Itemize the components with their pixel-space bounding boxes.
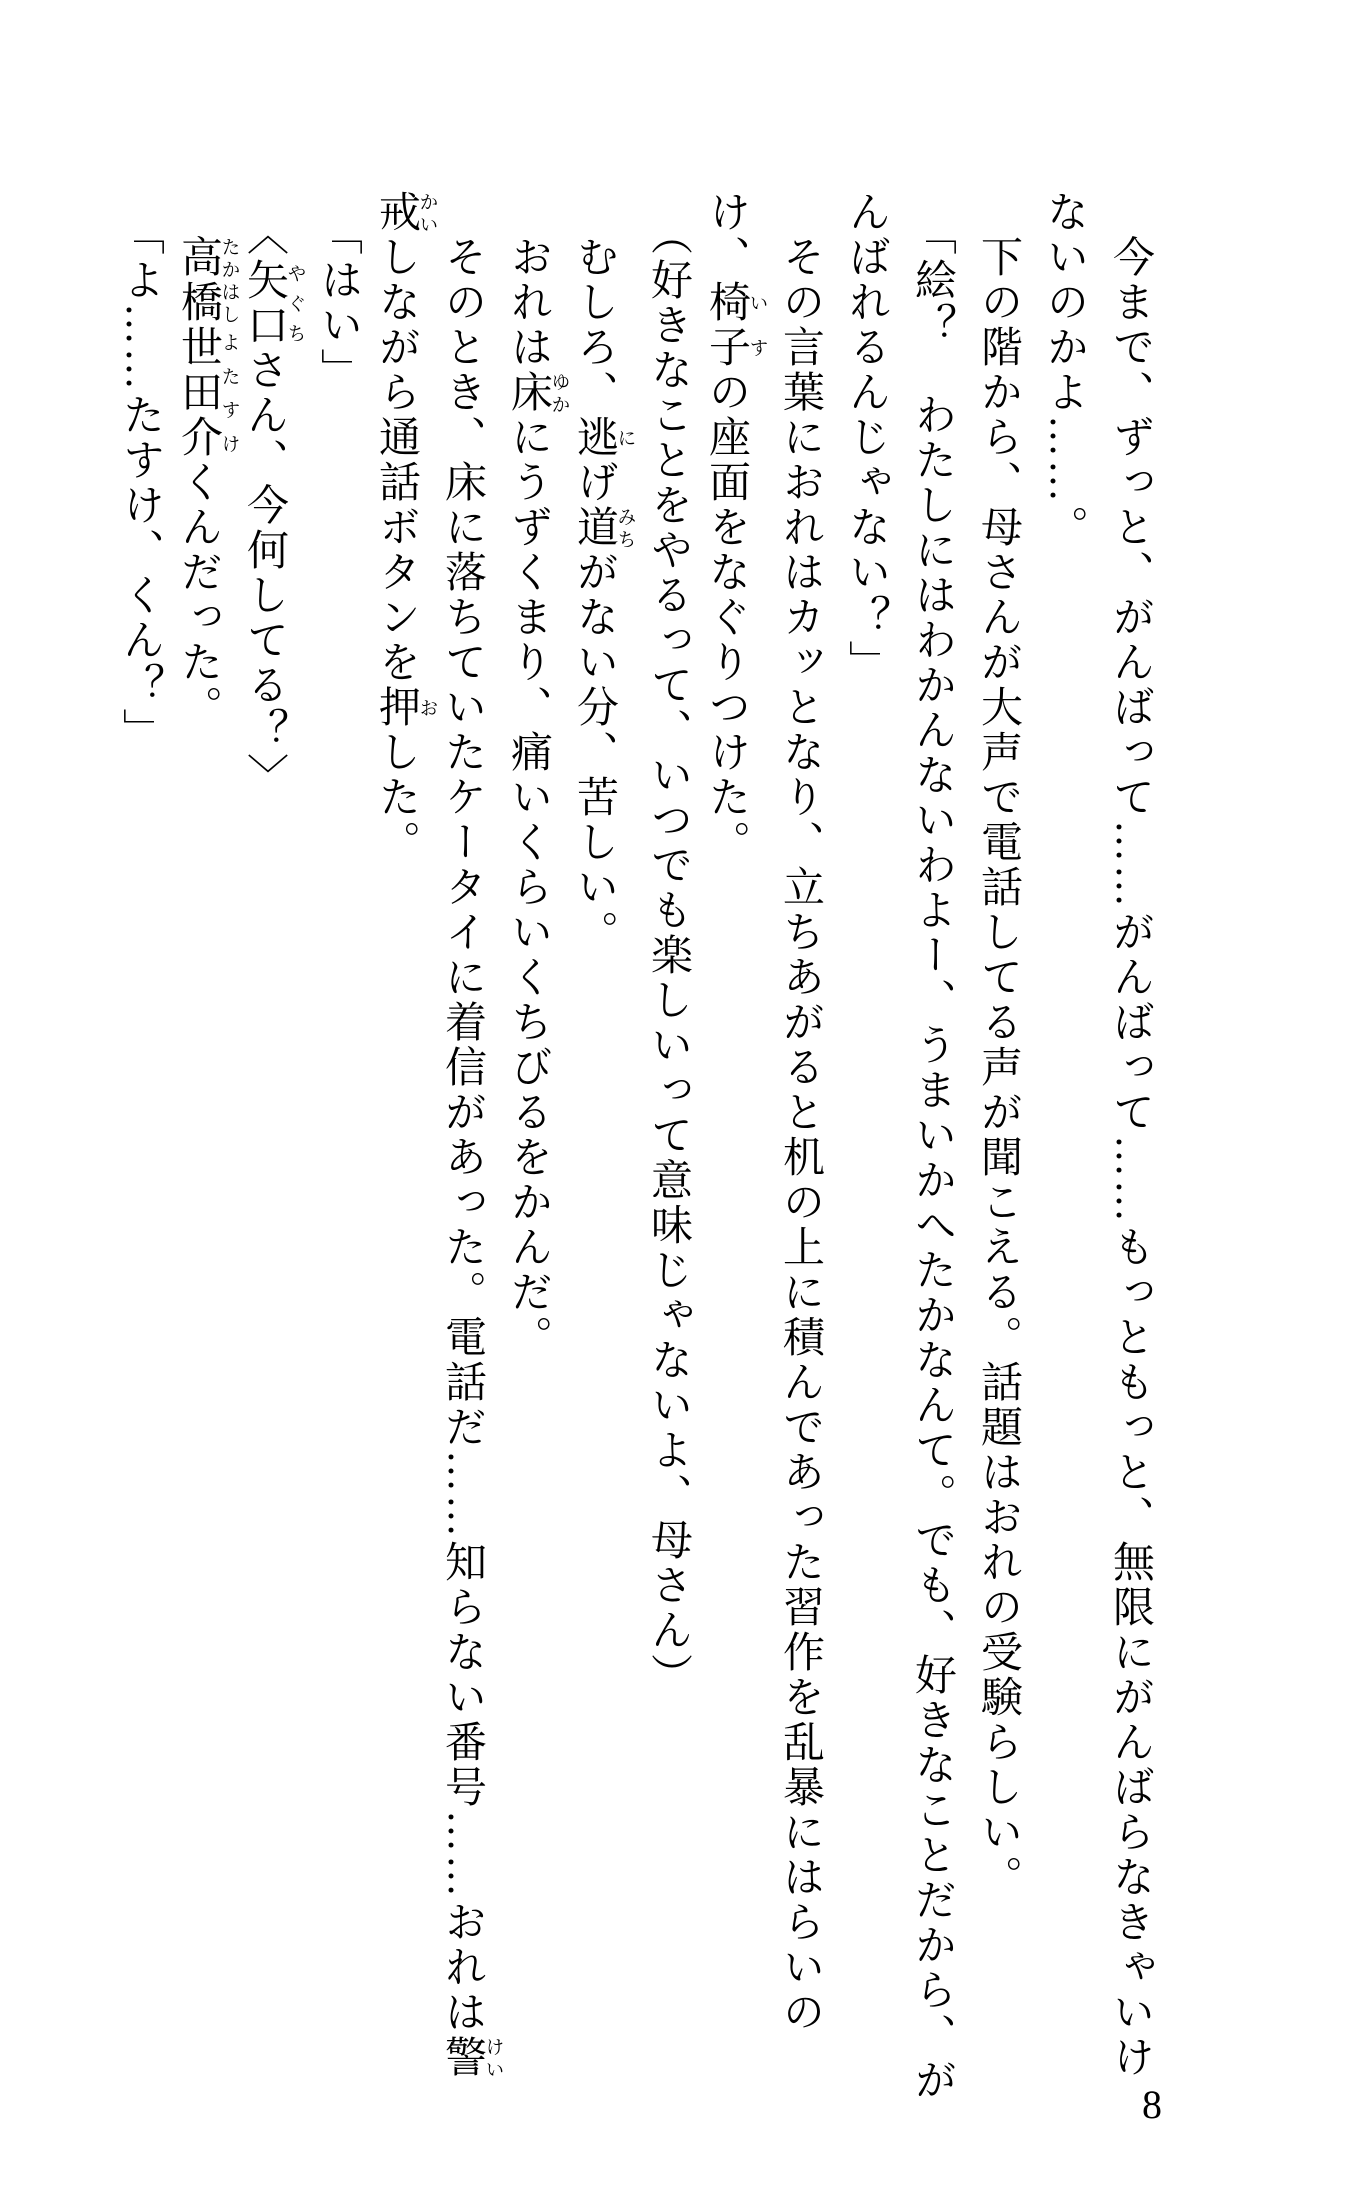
text-column: 「絵？ わたしにはわかんないわよー、うまいかへたかなんて。でも、好きなことだから、が <box>909 212 955 2103</box>
text-column: 戒かいしながら通話ボタンを押おした。 <box>373 190 438 865</box>
text-column: け、椅子いすの座面をなぐりつけた。 <box>703 190 768 865</box>
text-column: 下の階から、母さんが大声で電話してる声が聞こえる。話題はおれの受験らしい。 <box>975 235 1021 1900</box>
text-column: 今まで、ずっと、がんばって……がんばって……もっともっと、無限にがんばらなきゃいけ <box>1107 235 1153 2080</box>
text-column: むしろ、逃にげ道みちがない分、苦しい。 <box>571 235 636 955</box>
text-column: その言葉におれはカッとなり、立ちあがると机の上に積んであった習作を乱暴にはらいの <box>777 235 823 2035</box>
text-column: ないのかよ……。 <box>1041 190 1087 550</box>
text-column: 〈矢口やぐちさん、今何してる？〉 <box>241 212 306 798</box>
text-column: おれは床ゆかにうずくまり、痛いくらいくちびるをかんだ。 <box>505 235 570 1360</box>
page-number: 8 <box>1142 2082 1162 2127</box>
text-column: 「はい」 <box>315 212 361 393</box>
text-column: 高橋たかはし世田介よたすけくんだった。 <box>175 235 240 730</box>
text-column: （好きなことをやるって、いつでも楽しいって意味じゃないよ、母さん） <box>645 212 691 1698</box>
text-column: そのとき、床に落ちていたケータイに着信があった。電話だ……知らない番号……おれは警けい <box>439 235 504 2080</box>
text-column: んばれるんじゃない？」 <box>843 190 889 685</box>
text-block <box>107 190 1163 2103</box>
text-column: 「よ……たすけ、くん？」 <box>117 212 163 753</box>
